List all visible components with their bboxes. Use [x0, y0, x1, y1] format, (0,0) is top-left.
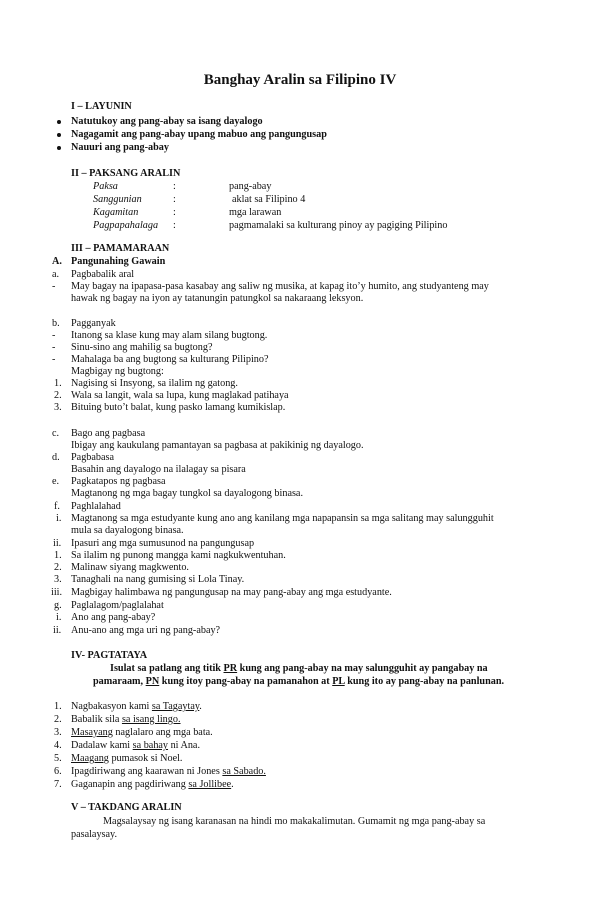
roman-marker: ii. — [53, 625, 62, 636]
code-pr: PR — [223, 663, 238, 674]
body-text: Magtanong sa mga estudyante kung ano ang kanilang mga napapansin sa mga salitang may salungguhit — [71, 513, 494, 524]
quiz-item: Ipagdiriwang ang kaarawan ni Jones sa Sabado. — [71, 766, 266, 777]
roman-marker: i. — [56, 612, 62, 623]
dash-marker: - — [52, 330, 56, 341]
sentence-item: Malinaw siyang magkwento. — [71, 562, 189, 573]
page-title: Banghay Aralin sa Filipino IV — [203, 72, 397, 88]
kagamitan-colon: : — [173, 207, 176, 218]
body-text: Itanong sa klase kung may alam silang bugtong. — [71, 330, 268, 341]
list-marker: 3. — [54, 574, 62, 585]
list-marker: A. — [52, 256, 62, 267]
paksa-colon: : — [173, 181, 176, 192]
section-heading-layunin: I – LAYUNIN — [71, 101, 132, 112]
sentence-item: Tanaghali na nang gumising si Lola Tinay. — [71, 574, 245, 585]
step-pagkatapos: Pagkatapos ng pagbasa — [71, 476, 166, 487]
pagpapahalaga-label: Pagpapahalaga — [93, 220, 159, 231]
list-marker: c. — [52, 428, 60, 439]
body-text: pasalaysay. — [71, 829, 118, 840]
quiz-item: Babalik sila sa isang lingo. — [71, 714, 181, 725]
list-marker: 5. — [54, 753, 62, 764]
pagtataya-instructions-line2: pamaraam, PN kung itoy pang-abay na pamanahon at PL kung ito ay pang-abay na panlunan. — [93, 676, 505, 687]
body-text: mula sa dayalogong binasa. — [71, 525, 184, 536]
objective-item: Nauuri ang pang-abay — [71, 142, 169, 153]
list-marker: 1. — [54, 378, 62, 389]
list-marker: 2. — [54, 390, 62, 401]
objective-item: Nagagamit ang pang-abay upang mabuo ang pangungusap — [71, 129, 327, 140]
list-marker: e. — [52, 476, 60, 487]
step-pagbabalik-aral: Pagbabalik aral — [71, 269, 135, 280]
roman-marker: iii. — [51, 587, 63, 598]
body-text: Mahalaga ba ang bugtong sa kulturang Pilipino? — [71, 354, 269, 365]
step-paglalagom: Paglalagom/paglalahat — [71, 600, 164, 611]
section-heading-pagtataya: IV- PAGTATAYA — [71, 650, 148, 661]
list-marker: d. — [52, 452, 60, 463]
subheading-pangunahing-gawain: Pangunahing Gawain — [71, 256, 166, 267]
list-marker: 2. — [54, 562, 62, 573]
section-heading-paksang-aralin: II – PAKSANG ARALIN — [71, 168, 181, 179]
body-text: Ipasuri ang mga sumusunod na pangungusap — [71, 538, 255, 549]
body-text: Magsalaysay ng isang karanasan na hindi mo makakalimutan. Gumamit ng mga pang-abay sa — [103, 816, 486, 827]
riddle-item: Nagising si Insyong, sa ilalim ng gatong. — [71, 378, 238, 389]
list-marker: 1. — [54, 701, 62, 712]
step-pagganyak: Pagganyak — [71, 318, 116, 329]
list-marker: 7. — [54, 779, 62, 790]
section-heading-takdang-aralin: V – TAKDANG ARALIN — [71, 802, 182, 813]
body-text: Sinu-sino ang mahilig sa bugtong? — [71, 342, 213, 353]
code-pn: PN — [145, 676, 160, 687]
dash-marker: - — [52, 281, 56, 292]
dash-marker: - — [52, 354, 56, 365]
sanggunian-value: aklat sa Filipino 4 — [232, 194, 306, 205]
kagamitan-value: mga larawan — [229, 207, 282, 218]
pagpapahalaga-colon: : — [173, 220, 176, 231]
list-marker: 6. — [54, 766, 62, 777]
riddle-item: Bituing buto’t balat, kung pasko lamang kumikislap. — [71, 402, 286, 413]
dash-marker: - — [52, 342, 56, 353]
body-text: Magbigay halimbawa ng pangungusap na may pang-abay ang mga estudyante. — [71, 587, 392, 598]
bullet-icon — [57, 133, 61, 137]
sentence-item: Sa ilalim ng punong mangga kami nagkukwentuhan. — [71, 550, 286, 561]
step-bago-ang-pagbasa: Bago ang pagbasa — [71, 428, 146, 439]
riddle-item: Wala sa langit, wala sa lupa, kung maglakad patihaya — [71, 390, 289, 401]
paksa-value: pang-abay — [229, 181, 272, 192]
body-text: Ibigay ang kaukulang pamantayan sa pagbasa at pakikinig ng dayalogo. — [71, 440, 364, 451]
body-text: May bagay na ipapasa-pasa kasabay ang saliw ng musika, at kapag ito’y humito, ang studyanteng may — [71, 281, 489, 292]
body-text: Basahin ang dayalogo na ilalagay sa pisara — [71, 464, 246, 475]
list-marker: 4. — [54, 740, 62, 751]
list-marker: a. — [52, 269, 60, 280]
sanggunian-label: Sanggunian — [93, 194, 142, 205]
section-heading-pamamaraan: III – PAMAMARAAN — [71, 243, 170, 254]
quiz-item: Maagang pumasok si Noel. — [71, 753, 183, 764]
body-text: Magtanong ng mga bagay tungkol sa dayalogong binasa. — [71, 488, 303, 499]
roman-marker: ii. — [53, 538, 62, 549]
code-pl: PL — [332, 676, 345, 687]
bullet-icon — [57, 146, 61, 150]
list-marker: f. — [54, 501, 60, 512]
quiz-item: Dadalaw kami sa bahay ni Ana. — [71, 740, 201, 751]
quiz-item: Nagbakasyon kami sa Tagaytay. — [71, 701, 202, 712]
objective-item: Natutukoy ang pang-abay sa isang dayalogo — [71, 116, 263, 127]
list-marker: 1. — [54, 550, 62, 561]
list-marker: b. — [52, 318, 60, 329]
list-marker: 2. — [54, 714, 62, 725]
step-pagbabasa: Pagbabasa — [71, 452, 114, 463]
body-text: hawak ng bagay na iyon ay tatanungin patungkol sa nakaraang leksyon. — [71, 293, 364, 304]
paksa-label: Paksa — [93, 181, 118, 192]
pagpapahalaga-value: pagmamalaki sa kulturang pinoy ay pagiging Pilipino — [229, 220, 448, 231]
question-item: Anu-ano ang mga uri ng pang-abay? — [71, 625, 221, 636]
quiz-item: Masayang naglalaro ang mga bata. — [71, 727, 213, 738]
sanggunian-colon: : — [173, 194, 176, 205]
bullet-icon — [57, 120, 61, 124]
step-paghlalahad: Paghlalahad — [71, 501, 121, 512]
list-marker: 3. — [54, 402, 62, 413]
list-marker: g. — [54, 600, 62, 611]
quiz-item: Gaganapin ang pagdiriwang sa Jollibee. — [71, 779, 234, 790]
kagamitan-label: Kagamitan — [93, 207, 139, 218]
list-marker: 3. — [54, 727, 62, 738]
roman-marker: i. — [56, 513, 62, 524]
body-text: Magbigay ng bugtong: — [71, 366, 164, 377]
question-item: Ano ang pang-abay? — [71, 612, 156, 623]
pagtataya-instructions-line1: Isulat sa patlang ang titik PR kung ang pang-abay na may salungguhit ay pangabay na — [110, 663, 488, 674]
